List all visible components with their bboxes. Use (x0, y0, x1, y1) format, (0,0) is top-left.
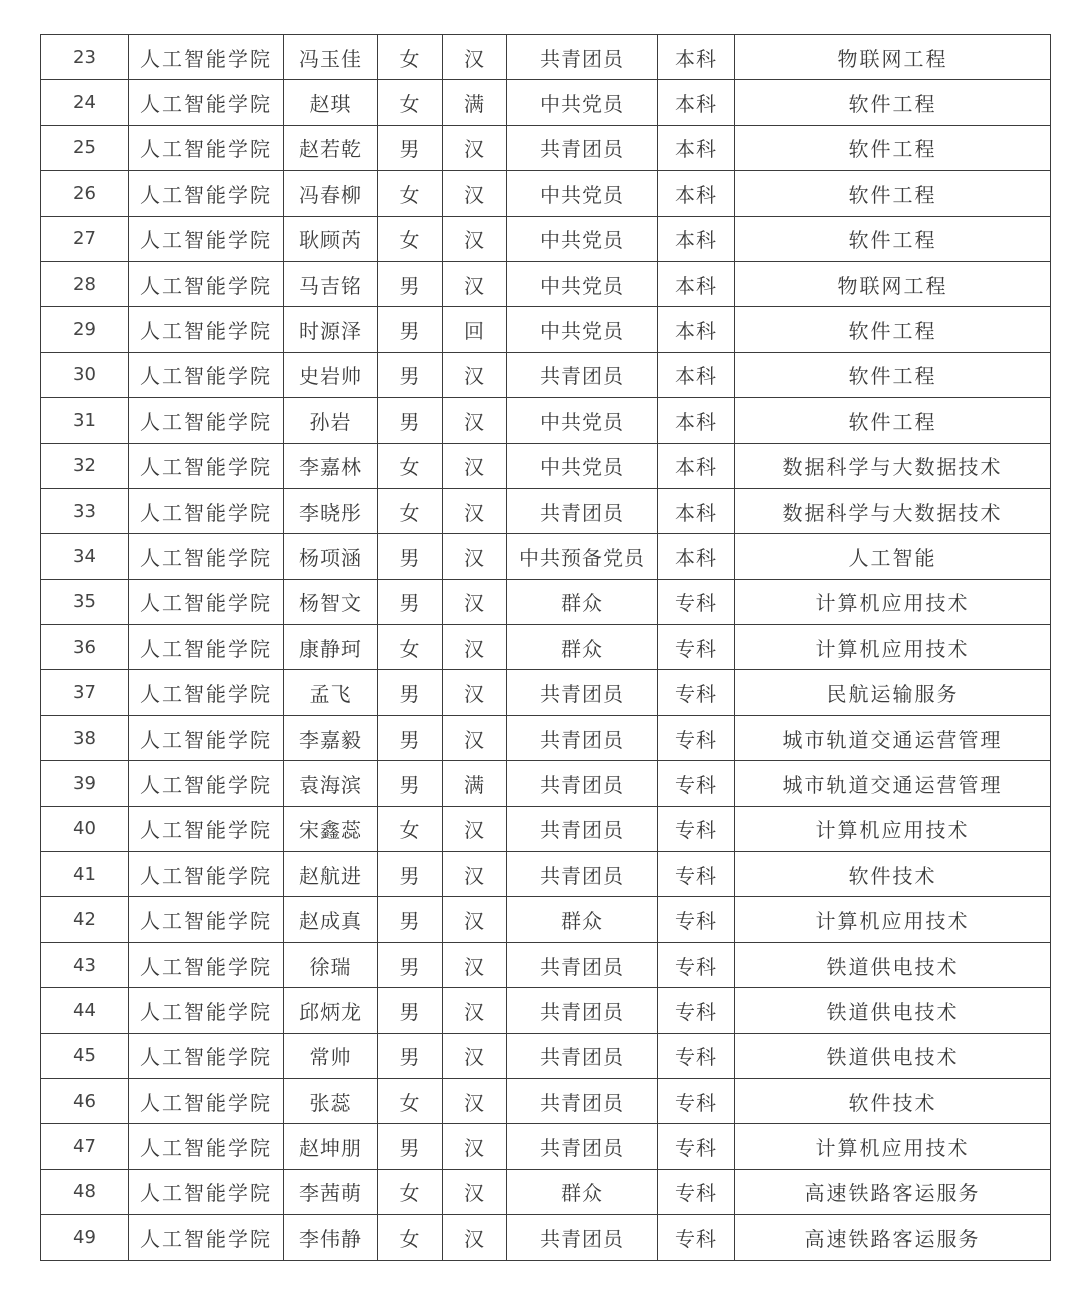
education-level-cell: 本科 (658, 171, 735, 216)
education-level-cell: 本科 (658, 534, 735, 579)
education-level-cell: 专科 (658, 625, 735, 670)
education-level-cell: 专科 (658, 942, 735, 987)
department-cell: 人工智能学院 (129, 761, 284, 806)
ethnicity-cell: 汉 (443, 942, 507, 987)
political-status-cell: 共青团员 (507, 852, 658, 897)
political-status-cell: 群众 (507, 897, 658, 942)
student-name-cell: 孙岩 (284, 398, 378, 443)
gender-cell: 男 (378, 715, 443, 760)
education-level-cell: 本科 (658, 307, 735, 352)
department-cell: 人工智能学院 (129, 125, 284, 170)
student-name-cell: 袁海滨 (284, 761, 378, 806)
table-row (41, 171, 1051, 216)
table-row (41, 942, 1051, 987)
education-level-cell: 专科 (658, 988, 735, 1033)
table-row (41, 579, 1051, 624)
gender-cell: 男 (378, 897, 443, 942)
student-name-cell: 冯春柳 (284, 171, 378, 216)
ethnicity-cell: 汉 (443, 625, 507, 670)
row-number-cell: 39 (41, 761, 129, 806)
student-name-cell: 康静珂 (284, 625, 378, 670)
ethnicity-cell: 汉 (443, 1215, 507, 1260)
political-status-cell: 中共党员 (507, 307, 658, 352)
major-cell: 高速铁路客运服务 (735, 1169, 1051, 1214)
table-row (41, 852, 1051, 897)
student-name-cell: 杨智文 (284, 579, 378, 624)
student-name-cell: 邱炳龙 (284, 988, 378, 1033)
department-cell: 人工智能学院 (129, 1215, 284, 1260)
major-cell: 软件工程 (735, 398, 1051, 443)
political-status-cell: 共青团员 (507, 35, 658, 80)
row-number-cell: 33 (41, 488, 129, 533)
row-number-cell: 36 (41, 625, 129, 670)
major-cell: 数据科学与大数据技术 (735, 443, 1051, 488)
major-cell: 软件技术 (735, 1078, 1051, 1123)
education-level-cell: 本科 (658, 443, 735, 488)
major-cell: 软件工程 (735, 307, 1051, 352)
student-name-cell: 耿顾芮 (284, 216, 378, 261)
department-cell: 人工智能学院 (129, 1078, 284, 1123)
student-name-cell: 赵航进 (284, 852, 378, 897)
political-status-cell: 群众 (507, 579, 658, 624)
ethnicity-cell: 汉 (443, 1169, 507, 1214)
education-level-cell: 专科 (658, 852, 735, 897)
row-number-cell: 34 (41, 534, 129, 579)
department-cell: 人工智能学院 (129, 852, 284, 897)
education-level-cell: 专科 (658, 1124, 735, 1169)
row-number-cell: 23 (41, 35, 129, 80)
gender-cell: 男 (378, 534, 443, 579)
table-row (41, 1124, 1051, 1169)
gender-cell: 男 (378, 1033, 443, 1078)
major-cell: 软件工程 (735, 125, 1051, 170)
ethnicity-cell: 满 (443, 80, 507, 125)
department-cell: 人工智能学院 (129, 443, 284, 488)
table-row (41, 1078, 1051, 1123)
student-name-cell: 时源泽 (284, 307, 378, 352)
gender-cell: 女 (378, 1169, 443, 1214)
political-status-cell: 共青团员 (507, 1124, 658, 1169)
student-name-cell: 史岩帅 (284, 352, 378, 397)
political-status-cell: 中共党员 (507, 261, 658, 306)
gender-cell: 女 (378, 80, 443, 125)
political-status-cell: 共青团员 (507, 125, 658, 170)
ethnicity-cell: 汉 (443, 171, 507, 216)
ethnicity-cell: 汉 (443, 125, 507, 170)
table-row (41, 625, 1051, 670)
ethnicity-cell: 汉 (443, 398, 507, 443)
student-name-cell: 常帅 (284, 1033, 378, 1078)
ethnicity-cell: 汉 (443, 352, 507, 397)
student-name-cell: 赵琪 (284, 80, 378, 125)
row-number-cell: 27 (41, 216, 129, 261)
student-roster-table (40, 34, 1051, 1261)
row-number-cell: 25 (41, 125, 129, 170)
political-status-cell: 共青团员 (507, 670, 658, 715)
gender-cell: 女 (378, 625, 443, 670)
student-name-cell: 李晓彤 (284, 488, 378, 533)
department-cell: 人工智能学院 (129, 1033, 284, 1078)
row-number-cell: 35 (41, 579, 129, 624)
row-number-cell: 48 (41, 1169, 129, 1214)
gender-cell: 男 (378, 352, 443, 397)
row-number-cell: 43 (41, 942, 129, 987)
row-number-cell: 31 (41, 398, 129, 443)
education-level-cell: 专科 (658, 897, 735, 942)
ethnicity-cell: 汉 (443, 1033, 507, 1078)
major-cell: 物联网工程 (735, 35, 1051, 80)
education-level-cell: 本科 (658, 398, 735, 443)
department-cell: 人工智能学院 (129, 579, 284, 624)
table-row (41, 80, 1051, 125)
gender-cell: 女 (378, 443, 443, 488)
major-cell: 铁道供电技术 (735, 988, 1051, 1033)
education-level-cell: 本科 (658, 125, 735, 170)
major-cell: 软件工程 (735, 80, 1051, 125)
ethnicity-cell: 汉 (443, 670, 507, 715)
table-row (41, 125, 1051, 170)
major-cell: 软件工程 (735, 352, 1051, 397)
student-name-cell: 宋鑫蕊 (284, 806, 378, 851)
major-cell: 计算机应用技术 (735, 897, 1051, 942)
table-row (41, 715, 1051, 760)
student-name-cell: 赵成真 (284, 897, 378, 942)
table-row (41, 216, 1051, 261)
ethnicity-cell: 汉 (443, 35, 507, 80)
gender-cell: 男 (378, 988, 443, 1033)
education-level-cell: 本科 (658, 216, 735, 261)
ethnicity-cell: 汉 (443, 988, 507, 1033)
political-status-cell: 共青团员 (507, 942, 658, 987)
political-status-cell: 共青团员 (507, 488, 658, 533)
gender-cell: 女 (378, 806, 443, 851)
student-name-cell: 冯玉佳 (284, 35, 378, 80)
political-status-cell: 共青团员 (507, 806, 658, 851)
department-cell: 人工智能学院 (129, 670, 284, 715)
ethnicity-cell: 汉 (443, 852, 507, 897)
row-number-cell: 46 (41, 1078, 129, 1123)
department-cell: 人工智能学院 (129, 1124, 284, 1169)
table-body (41, 35, 1051, 1261)
student-name-cell: 徐瑞 (284, 942, 378, 987)
education-level-cell: 本科 (658, 352, 735, 397)
ethnicity-cell: 汉 (443, 488, 507, 533)
gender-cell: 女 (378, 488, 443, 533)
major-cell: 铁道供电技术 (735, 942, 1051, 987)
student-name-cell: 马吉铭 (284, 261, 378, 306)
department-cell: 人工智能学院 (129, 625, 284, 670)
education-level-cell: 专科 (658, 579, 735, 624)
student-name-cell: 张蕊 (284, 1078, 378, 1123)
table-row (41, 1215, 1051, 1260)
education-level-cell: 专科 (658, 1078, 735, 1123)
row-number-cell: 49 (41, 1215, 129, 1260)
row-number-cell: 47 (41, 1124, 129, 1169)
major-cell: 计算机应用技术 (735, 806, 1051, 851)
ethnicity-cell: 汉 (443, 216, 507, 261)
table-row (41, 398, 1051, 443)
major-cell: 软件技术 (735, 852, 1051, 897)
gender-cell: 女 (378, 1215, 443, 1260)
ethnicity-cell: 汉 (443, 1078, 507, 1123)
gender-cell: 男 (378, 125, 443, 170)
education-level-cell: 专科 (658, 1033, 735, 1078)
table-row (41, 35, 1051, 80)
row-number-cell: 37 (41, 670, 129, 715)
gender-cell: 男 (378, 307, 443, 352)
row-number-cell: 26 (41, 171, 129, 216)
political-status-cell: 群众 (507, 1169, 658, 1214)
table-row (41, 1169, 1051, 1214)
table-row (41, 806, 1051, 851)
department-cell: 人工智能学院 (129, 352, 284, 397)
gender-cell: 女 (378, 1078, 443, 1123)
table-row (41, 1033, 1051, 1078)
gender-cell: 男 (378, 670, 443, 715)
education-level-cell: 专科 (658, 806, 735, 851)
gender-cell: 男 (378, 261, 443, 306)
ethnicity-cell: 汉 (443, 1124, 507, 1169)
political-status-cell: 共青团员 (507, 761, 658, 806)
political-status-cell: 中共党员 (507, 80, 658, 125)
major-cell: 软件工程 (735, 216, 1051, 261)
education-level-cell: 专科 (658, 715, 735, 760)
gender-cell: 女 (378, 171, 443, 216)
table-row (41, 307, 1051, 352)
department-cell: 人工智能学院 (129, 261, 284, 306)
major-cell: 高速铁路客运服务 (735, 1215, 1051, 1260)
table-row (41, 352, 1051, 397)
row-number-cell: 28 (41, 261, 129, 306)
education-level-cell: 专科 (658, 1169, 735, 1214)
department-cell: 人工智能学院 (129, 171, 284, 216)
ethnicity-cell: 汉 (443, 715, 507, 760)
major-cell: 软件工程 (735, 171, 1051, 216)
education-level-cell: 本科 (658, 488, 735, 533)
major-cell: 民航运输服务 (735, 670, 1051, 715)
major-cell: 计算机应用技术 (735, 1124, 1051, 1169)
row-number-cell: 38 (41, 715, 129, 760)
row-number-cell: 32 (41, 443, 129, 488)
ethnicity-cell: 汉 (443, 579, 507, 624)
student-name-cell: 赵若乾 (284, 125, 378, 170)
political-status-cell: 共青团员 (507, 352, 658, 397)
gender-cell: 男 (378, 1124, 443, 1169)
education-level-cell: 专科 (658, 761, 735, 806)
department-cell: 人工智能学院 (129, 216, 284, 261)
department-cell: 人工智能学院 (129, 988, 284, 1033)
major-cell: 物联网工程 (735, 261, 1051, 306)
major-cell: 人工智能 (735, 534, 1051, 579)
education-level-cell: 专科 (658, 670, 735, 715)
student-name-cell: 赵坤朋 (284, 1124, 378, 1169)
education-level-cell: 专科 (658, 1215, 735, 1260)
table-row (41, 897, 1051, 942)
table-row (41, 488, 1051, 533)
gender-cell: 男 (378, 761, 443, 806)
major-cell: 数据科学与大数据技术 (735, 488, 1051, 533)
student-name-cell: 孟飞 (284, 670, 378, 715)
major-cell: 城市轨道交通运营管理 (735, 761, 1051, 806)
row-number-cell: 30 (41, 352, 129, 397)
ethnicity-cell: 汉 (443, 897, 507, 942)
ethnicity-cell: 满 (443, 761, 507, 806)
political-status-cell: 共青团员 (507, 988, 658, 1033)
political-status-cell: 中共党员 (507, 171, 658, 216)
row-number-cell: 29 (41, 307, 129, 352)
gender-cell: 男 (378, 852, 443, 897)
row-number-cell: 44 (41, 988, 129, 1033)
table-row (41, 443, 1051, 488)
political-status-cell: 中共党员 (507, 216, 658, 261)
department-cell: 人工智能学院 (129, 307, 284, 352)
major-cell: 城市轨道交通运营管理 (735, 715, 1051, 760)
table-row (41, 261, 1051, 306)
political-status-cell: 群众 (507, 625, 658, 670)
gender-cell: 男 (378, 398, 443, 443)
table-row (41, 534, 1051, 579)
student-name-cell: 李嘉毅 (284, 715, 378, 760)
gender-cell: 男 (378, 579, 443, 624)
row-number-cell: 42 (41, 897, 129, 942)
political-status-cell: 共青团员 (507, 1033, 658, 1078)
department-cell: 人工智能学院 (129, 1169, 284, 1214)
gender-cell: 女 (378, 216, 443, 261)
education-level-cell: 本科 (658, 35, 735, 80)
political-status-cell: 中共党员 (507, 443, 658, 488)
gender-cell: 男 (378, 942, 443, 987)
table-row (41, 988, 1051, 1033)
student-name-cell: 李伟静 (284, 1215, 378, 1260)
ethnicity-cell: 汉 (443, 806, 507, 851)
student-name-cell: 李茜萌 (284, 1169, 378, 1214)
department-cell: 人工智能学院 (129, 398, 284, 443)
department-cell: 人工智能学院 (129, 942, 284, 987)
department-cell: 人工智能学院 (129, 534, 284, 579)
department-cell: 人工智能学院 (129, 806, 284, 851)
political-status-cell: 中共党员 (507, 398, 658, 443)
political-status-cell: 中共预备党员 (507, 534, 658, 579)
department-cell: 人工智能学院 (129, 80, 284, 125)
table-row (41, 761, 1051, 806)
row-number-cell: 24 (41, 80, 129, 125)
department-cell: 人工智能学院 (129, 488, 284, 533)
ethnicity-cell: 汉 (443, 534, 507, 579)
department-cell: 人工智能学院 (129, 35, 284, 80)
political-status-cell: 共青团员 (507, 715, 658, 760)
education-level-cell: 本科 (658, 80, 735, 125)
political-status-cell: 共青团员 (507, 1215, 658, 1260)
gender-cell: 女 (378, 35, 443, 80)
education-level-cell: 本科 (658, 261, 735, 306)
table-row (41, 670, 1051, 715)
ethnicity-cell: 汉 (443, 443, 507, 488)
row-number-cell: 40 (41, 806, 129, 851)
political-status-cell: 共青团员 (507, 1078, 658, 1123)
row-number-cell: 41 (41, 852, 129, 897)
ethnicity-cell: 汉 (443, 261, 507, 306)
major-cell: 计算机应用技术 (735, 625, 1051, 670)
ethnicity-cell: 回 (443, 307, 507, 352)
major-cell: 铁道供电技术 (735, 1033, 1051, 1078)
row-number-cell: 45 (41, 1033, 129, 1078)
student-name-cell: 杨项涵 (284, 534, 378, 579)
department-cell: 人工智能学院 (129, 897, 284, 942)
department-cell: 人工智能学院 (129, 715, 284, 760)
major-cell: 计算机应用技术 (735, 579, 1051, 624)
student-name-cell: 李嘉林 (284, 443, 378, 488)
